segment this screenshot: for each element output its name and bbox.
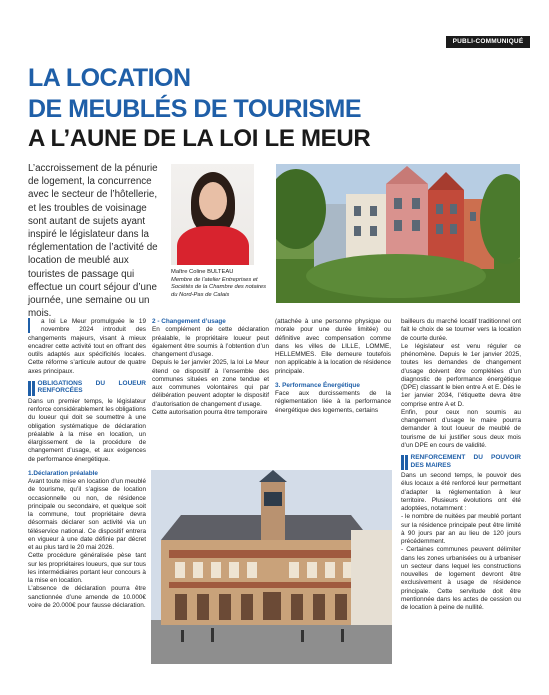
heading-obligations-text: OBLIGATIONS DU LOUEUR RENFORCÉES [37, 379, 146, 395]
heading-declaration: 1.Déclaration préalable [28, 469, 98, 477]
publi-communique-badge: PUBLI-COMMUNIQUÉ [446, 36, 530, 48]
section-heading-obligations [28, 380, 146, 396]
col4-paragraph-5: - le nombre de nuitées par meublé portant sur la résidence principale peut être limité à 90 jours par an au lieu de 120 jours précédemment. [401, 513, 521, 545]
author-portrait [171, 164, 254, 265]
column-3 [275, 318, 391, 415]
heading-changement-usage: 2 - Changement d’usage [152, 318, 226, 325]
title-line-3: A L’AUNE DE LA LOI LE MEUR [28, 125, 371, 152]
col1-paragraph-3: Avant toute mise en location d’un meublé de tourisme, qu’il s’agisse de location occasionnelle ou non, de résidence principale ou secondaire, et quelque soit la commune, tout propriétaire devra désormais déclarer son activité via un téléservice national. Ce dispositif entrera en vigueur à une date définie par décret et au plus tard le 20 mai 2026. [28, 478, 146, 551]
col1-paragraph-2: Dans un premier temps, le législateur renforce considérablement les obligations du loueur qui doit se soumettre à une obligation systématique de déclaration préalable à la mise en location, un élargissement de la procédure de changement d’usage, et aux exigences de performance énergétique. [28, 397, 146, 463]
street-houses-photo [276, 164, 520, 303]
intro-paragraph: L’accroissement de la pénurie de logement, la concurrence avec le secteur de l’hôtellerie, et les troubles de voisinage sont autant de sujets ayant inspiré le législateur dans la réglementation de l’activité de location de meublé aux touristes de passage qui effectue un court séjour d’une journée, une semaine ou un mois. [28, 163, 158, 320]
col4-paragraph-1: bailleurs du marché locatif traditionnel ont fait le choix de se tourner vers la location de courte durée. [401, 318, 521, 342]
caption-name: Maître Coline BULTEAU [171, 269, 234, 275]
dropcap-l [28, 318, 38, 333]
col2-paragraph-2: Depuis le 1er janvier 2025, la loi Le Meur étend ce dispositif à l’ensemble des communes situées en zone tendue et aux communes volontaires qui par délibération peuvent adopter le dispositif d’autorisation de changement d’usage. [152, 359, 269, 408]
col1-paragraph-5: L’absence de déclaration pourra être sanctionnée d’une amende de 10.000€ voire de 20.000€ pour fausse déclaration. [28, 585, 146, 609]
col1-paragraph-1: a loi Le Meur promulguée le 19 novembre 2024 introduit des changements majeurs, visant à mieux encadrer cette activité tout en offrant des outils adaptés aux spécificités locales. Cette réforme s’articule autour de quatre axes principaux. [28, 318, 146, 375]
section-heading-pouvoir-maires [401, 454, 521, 470]
col4-paragraph-3: Enfin, pour ceux non soumis au changement d’usage le maire pourra demander à tout loueur de meublé de tourisme de lui justifier sous deux mois d’un DPE en cours de validité. [401, 408, 521, 449]
column-1 [28, 318, 146, 610]
heading-pouvoir-maires-text: RENFORCEMENT DU POUVOIR DES MAIRES [410, 454, 521, 469]
caption-role: Membre de l’atelier Entreprises et Sociétés de la Chambre des notaires du Nord-Pas de Calais [171, 276, 267, 298]
col2-paragraph-1: En complément de cette déclaration préalable, le propriétaire loueur peut également être soumis à l’obtention d’un changement d’usage. [152, 326, 269, 358]
col4-paragraph-2: Le législateur est venu réguler ce phénomène. Depuis le 1er janvier 2025, toutes les demandes de changement d’usage doivent être complétées d’un diagnostic de performance énergétique (DPE) classant le bien entre A et E. Dès le 1er janvier 2034, l’étiquette devra être comprise entre A et D. [401, 342, 521, 408]
col4-paragraph-6: - Certaines communes peuvent délimiter dans les zones urbanisées ou à urbaniser un secteur dans lequel les constructions nouvelles de logement devront être exclusivement à usage de résidence principale. Cette servitude doit être mentionnée dans les actes de cession ou de location à peine de nullité. [401, 546, 521, 611]
title-line-2: DE MEUBLÉS DE TOURISME [28, 95, 362, 123]
heading-performance-energetique: 3. Performance Énergétique [275, 381, 360, 389]
column-2 [152, 318, 269, 417]
portrait-caption [171, 269, 271, 299]
col1-paragraph-4: Cette procédure généralisée pèse tant sur les propriétaires loueurs, que sur tous les intermédiaires portant leur concours à la mise en location. [28, 552, 146, 584]
column-4 [401, 318, 521, 612]
col2-paragraph-3: Cette autorisation pourra être temporaire [152, 408, 268, 416]
title-line-1: LA LOCATION [28, 64, 191, 92]
col3-paragraph-1: (attachée à une personne physique ou morale pour une durée limitée) ou définitive avec compensation comme dans les villes de LILLE, LOMME, HELLEMMES. Elle demeure toutefois non applicable à la location de résidence principale. [275, 318, 391, 375]
col3-paragraph-2: Face aux durcissements de la réglementation liée à la performance énergétique des logements, certains [275, 390, 391, 414]
grand-place-building-photo [151, 470, 392, 664]
col4-paragraph-4: Dans un second temps, le pouvoir des élus locaux a été renforcé leur permettant d’adapter la réglementation à leur territoire. Plusieurs évolutions ont été adoptées, notamment : [401, 472, 521, 512]
